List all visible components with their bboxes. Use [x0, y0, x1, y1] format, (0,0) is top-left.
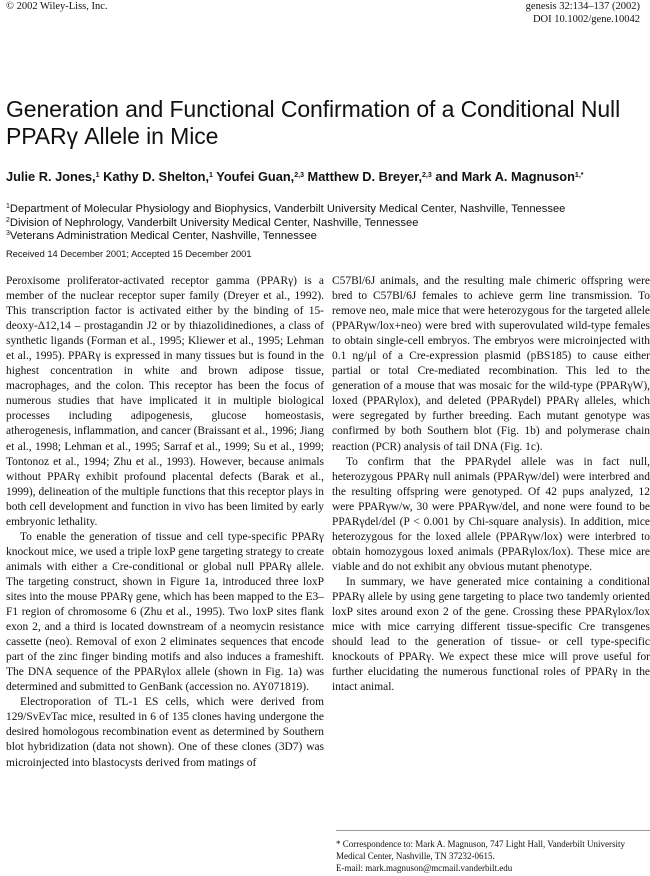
body-column-right	[332, 274, 650, 695]
doi: DOI 10.1002/gene.10042	[532, 13, 640, 25]
affiliations	[6, 203, 636, 244]
author-list: Julie R. Jones,$^1$ Kathy D. Shelton,$^1$ Youfei Guan,$^{2,3}$ Matthew D. Breyer,$^{2,3}$ and Mark A. Magnuson$^{1,*}$	[6, 169, 584, 184]
author: Matthew D. Breyer,	[307, 169, 423, 184]
journal-ref: genesis 32:134–137 (2002)	[525, 1, 640, 12]
paragraph: To enable the generation of tissue and cell type-specific PPARγ knockout mice, we used a triple loxP gene targeting strategy to create animals with either a Cre-conditional or global null PPARγ allele. The targeting construct, shown in Figure 1a, introduced three loxP sites into the mouse PPARγ gene, which has been mapped to the E3–F1 region of chromosome 6 (Zhu et al., 1995). Two loxP sites flank exon 2, and a third is located downstream of a neomycin resistance cassette (neo). Removal of exon 2 eliminates sequences that encode part of the zinc finger binding motifs and also induces a frameshift. The DNA sequence of the PPARγlox allele (shown in Fig. 1a) was determined and submitted to GenBank (accession no. AY071819).	[6, 530, 324, 694]
footnote-divider	[336, 830, 650, 831]
body-column-left	[6, 274, 324, 771]
paragraph: Peroxisome proliferator-activated receptor gamma (PPARγ) is a member of the nuclear receptor super family (Dreyer et al., 1992). This transcription factor is activated either by the binding of 15-deoxy-Δ12,14 – prostagandin J2 or by thiazolidinediones, a class of synthetic ligands (Forman et al., 1995; Kliewer et al., 1995; Lehman et al., 1995). PPARγ is expressed in many tissues but is found in the highest concentration in white and brown adipose tissue, macrophages, and the colon. This receptor has been the focus of numerous studies that have implicated it in multiple biological processes including adipogenesis, glucose homeostasis, atherogenesis, inflammation, and cancer (Braissant et al., 1996; Jiang et al., 1998; Lehman et al., 1995; Sarraf et al., 1999; Su et al., 1999; Tontonoz et al., 1994; Zhu et al., 1993). However, because animals without PPARγ exhibit profound placental defects (Barak et al., 1999), delineation of the multiple functions that this receptor plays in both cell development and function in vivo has been limited by early embryonic lethality.	[6, 275, 324, 528]
correspondence-footnote	[336, 838, 650, 874]
correspondence-address: * Correspondence to: Mark A. Magnuson, 747 Light Hall, Vanderbilt University Medical Center, Nashville, TN 37232-0615.	[336, 839, 626, 861]
author: Julie R. Jones,	[6, 169, 96, 184]
paragraph: In summary, we have generated mice containing a conditional PPARγ allele by using gene targeting to place two tandemly oriented loxP sites around exon 2 of the gene. Crossing these PPARγlox/lox mice with mice carrying different tissue-specific Cre transgenes should lead to the generation of tissue- or cell type-specific knockouts of PPARγ. We expect these mice will prove useful for further elucidating the numerous functional roles of PPARγ in the intact animal.	[332, 575, 650, 694]
journal-citation	[526, 1, 640, 26]
received-dates: Received 14 December 2001; Accepted 15 December 2001	[6, 249, 252, 259]
paragraph: Electroporation of TL-1 ES cells, which were derived from 129/SvEvTac mice, resulted in 6 of 135 clones having undergone the desired homologous recombination event as determined by Southern blot hybridization (data not shown). One of these clones (3D7) was microinjected into blastocysts derived from matings of	[6, 696, 324, 769]
author: Youfei Guan,	[216, 169, 295, 184]
affiliation: $^3$Veterans Administration Medical Center, Nashville, Tennessee	[6, 230, 317, 242]
correspondence-email[interactable]: E-mail: mark.magnuson@mcmail.vanderbilt.edu	[336, 863, 513, 873]
author: and Mark A. Magnuson	[435, 169, 575, 184]
paragraph: To confirm that the PPARγdel allele was in fact null, heterozygous PPARγ null animals (PPARγw/del) were interbred and the resulting offspring were genotyped. Of 42 pups analyzed, 12 were PPARγw/w, 30 were PPARγw/del, and none were found to be PPARγdel/del (P < 0.001 by Chi-square analysis). In addition, mice heterozygous for the loxed allele (PPARγw/lox) were interbred to obtain homozygous loxed animals (PPARγlox/lox). These mice are viable and do not exhibit any obvious mutant phenotype.	[332, 455, 650, 573]
author: Kathy D. Shelton,	[103, 169, 210, 184]
paper-title: Generation and Functional Confirmation of a Conditional Null PPARγ Allele in Mice	[6, 96, 621, 149]
copyright-notice: © 2002 Wiley-Liss, Inc.	[6, 1, 108, 12]
affiliation: $^1$Department of Molecular Physiology and Biophysics, Vanderbilt University Medical Center, Nashville, Tennessee	[6, 203, 566, 215]
affiliation: $^2$Division of Nephrology, Vanderbilt University Medical Center, Nashville, Tennessee	[6, 216, 419, 229]
paragraph: C57Bl/6J animals, and the resulting male chimeric offspring were bred to C57Bl/6J females to achieve germ line transmission. To remove neo, male mice that were heterozygous for the targeted allele (PPARγw/lox+neo) were bred with superovulated wild-type females to obtain single-cell embryos. The embryos were microinjected with 0.1 ng/μl of a Cre-expression plasmid (pBS185) to cause either partial or total Cre-mediated recombination. This led to the generation of a mouse that was mosaic for the wild-type (PPARγW), loxed (PPARγlox), and deleted (PPARγdel) PPARγ alleles, which were segregated by further breeding. Each mutant genotype was confirmed by both Southern blot (Fig. 1b) and polymerase chain reaction (PCR) analysis of tail DNA (Fig. 1c).	[332, 275, 650, 453]
